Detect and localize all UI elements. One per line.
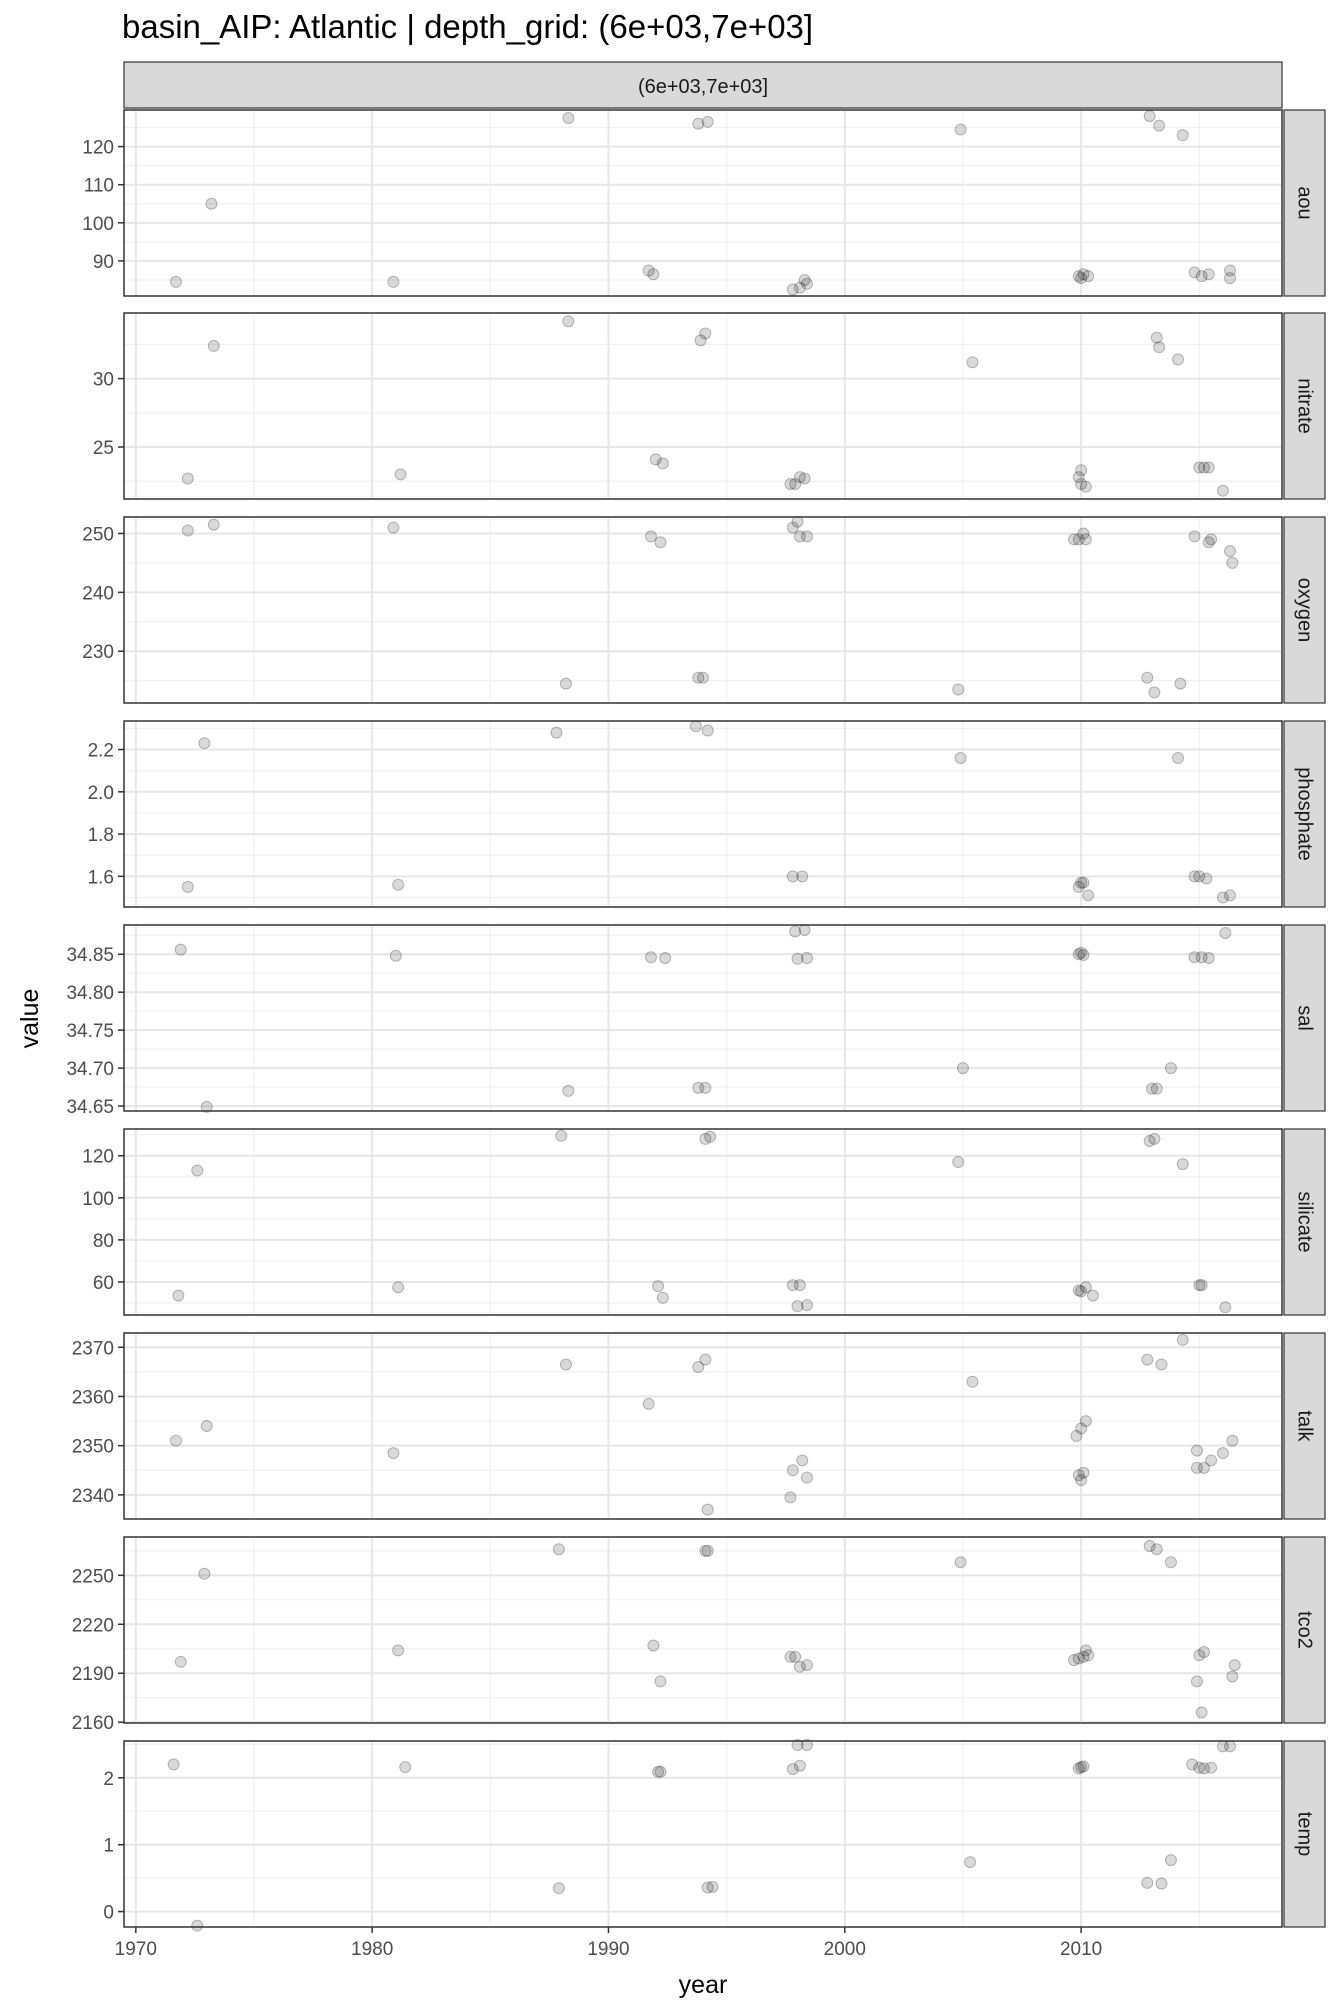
data-point bbox=[702, 116, 713, 127]
data-point bbox=[653, 1281, 664, 1292]
data-point bbox=[794, 1760, 805, 1771]
data-point bbox=[388, 1448, 399, 1459]
data-point bbox=[1206, 1762, 1217, 1773]
panel-nitrate-y-tick-label: 30 bbox=[92, 369, 114, 391]
panel-nitrate-y-tick-label: 25 bbox=[92, 438, 114, 460]
x-tick-label: 2010 bbox=[1059, 1939, 1103, 1960]
data-point bbox=[1080, 481, 1091, 492]
data-point bbox=[1177, 1334, 1188, 1345]
panel-silicate-background bbox=[124, 1129, 1282, 1315]
data-point bbox=[792, 516, 803, 527]
data-point bbox=[551, 727, 562, 738]
data-point bbox=[646, 952, 657, 963]
data-point bbox=[1083, 271, 1094, 282]
data-point bbox=[199, 738, 210, 749]
data-point bbox=[702, 1545, 713, 1556]
data-point bbox=[1151, 1083, 1162, 1094]
data-point bbox=[1076, 465, 1087, 476]
data-point bbox=[801, 1660, 812, 1671]
data-point bbox=[1080, 1416, 1091, 1427]
data-point bbox=[700, 1082, 711, 1093]
data-point bbox=[400, 1762, 411, 1773]
facet-strip-tco2-label: tco2 bbox=[1293, 1611, 1316, 1649]
data-point bbox=[955, 124, 966, 135]
data-point bbox=[192, 1165, 203, 1176]
data-point bbox=[657, 1292, 668, 1303]
data-point bbox=[388, 276, 399, 287]
data-point bbox=[1220, 927, 1231, 938]
data-point bbox=[957, 1063, 968, 1074]
panel-temp-y-tick-label: 1 bbox=[103, 1835, 114, 1857]
data-point bbox=[393, 879, 404, 890]
panel-silicate-y-tick-label: 120 bbox=[82, 1146, 114, 1168]
data-point bbox=[1142, 1877, 1153, 1888]
data-point bbox=[700, 328, 711, 339]
data-point bbox=[1175, 678, 1186, 689]
data-point bbox=[201, 1421, 212, 1432]
data-point bbox=[700, 1354, 711, 1365]
data-point bbox=[1078, 877, 1089, 888]
panel-aou-y-tick-label: 100 bbox=[82, 213, 114, 235]
panel-silicate-y-tick-label: 80 bbox=[92, 1230, 114, 1252]
data-point bbox=[799, 473, 810, 484]
data-point bbox=[563, 113, 574, 124]
data-point bbox=[790, 1651, 801, 1662]
panel-phosphate-y-tick-label: 2.2 bbox=[87, 740, 114, 762]
data-point bbox=[170, 1435, 181, 1446]
y-axis-title: value bbox=[16, 988, 44, 1049]
data-point bbox=[1154, 120, 1165, 131]
data-point bbox=[1203, 953, 1214, 964]
data-point bbox=[785, 1492, 796, 1503]
facet-strip-phosphate-label: phosphate bbox=[1293, 767, 1316, 861]
panel-tco2-y-tick-label: 2220 bbox=[71, 1615, 114, 1637]
data-point bbox=[1142, 1354, 1153, 1365]
data-point bbox=[208, 519, 219, 530]
data-point bbox=[1078, 1467, 1089, 1478]
data-point bbox=[393, 1645, 404, 1656]
data-point bbox=[1165, 1557, 1176, 1568]
panel-silicate-y-tick-label: 100 bbox=[82, 1188, 114, 1210]
data-point bbox=[1165, 1063, 1176, 1074]
data-point bbox=[1227, 1671, 1238, 1682]
data-point bbox=[192, 1920, 203, 1931]
x-tick-label: 1970 bbox=[114, 1939, 157, 1960]
data-point bbox=[955, 752, 966, 763]
facet-strip-aou-label: aou bbox=[1293, 186, 1316, 220]
data-point bbox=[1203, 462, 1214, 473]
data-point bbox=[1225, 1741, 1236, 1752]
facet-strip-talk-label: talk bbox=[1293, 1410, 1316, 1442]
facet-strip-nitrate-label: nitrate bbox=[1293, 378, 1316, 434]
data-point bbox=[1229, 1660, 1240, 1671]
data-point bbox=[1189, 531, 1200, 542]
panel-oxygen-y-tick-label: 230 bbox=[82, 642, 114, 664]
data-point bbox=[182, 525, 193, 536]
data-point bbox=[1151, 1544, 1162, 1555]
panel-sal-y-tick-label: 34.80 bbox=[66, 983, 114, 1005]
panel-sal-y-tick-label: 34.85 bbox=[66, 945, 114, 967]
data-point bbox=[648, 269, 659, 280]
data-point bbox=[175, 944, 186, 955]
facet-strip-top-label: (6e+03,7e+03] bbox=[637, 76, 769, 98]
panel-oxygen-y-tick-label: 250 bbox=[82, 524, 114, 546]
data-point bbox=[1217, 1448, 1228, 1459]
data-point bbox=[208, 340, 219, 351]
data-point bbox=[1206, 1455, 1217, 1466]
data-point bbox=[801, 953, 812, 964]
data-point bbox=[1149, 687, 1160, 698]
data-point bbox=[797, 1455, 808, 1466]
x-tick-label: 2000 bbox=[823, 1939, 866, 1960]
x-tick-label: 1990 bbox=[587, 1939, 630, 1960]
panel-silicate-y-tick-label: 60 bbox=[92, 1272, 114, 1294]
data-point bbox=[1196, 1280, 1207, 1291]
data-point bbox=[556, 1130, 567, 1141]
data-point bbox=[560, 1359, 571, 1370]
data-point bbox=[206, 198, 217, 209]
facet-strip-sal-label: sal bbox=[1293, 1005, 1316, 1031]
panel-sal-y-tick-label: 34.65 bbox=[66, 1097, 114, 1119]
data-point bbox=[199, 1568, 210, 1579]
data-point bbox=[1220, 1302, 1231, 1313]
data-point bbox=[1191, 1676, 1202, 1687]
data-point bbox=[563, 1085, 574, 1096]
data-point bbox=[707, 1881, 718, 1892]
data-point bbox=[797, 871, 808, 882]
data-point bbox=[655, 537, 666, 548]
data-point bbox=[1203, 269, 1214, 280]
data-point bbox=[1083, 890, 1094, 901]
data-point bbox=[1144, 111, 1155, 122]
data-point bbox=[1173, 752, 1184, 763]
data-point bbox=[1142, 672, 1153, 683]
data-point bbox=[801, 1300, 812, 1311]
data-point bbox=[955, 1557, 966, 1568]
panel-tco2-y-tick-label: 2250 bbox=[71, 1566, 114, 1588]
panel-talk-y-tick-label: 2360 bbox=[71, 1387, 114, 1409]
data-point bbox=[648, 1640, 659, 1651]
data-point bbox=[1225, 890, 1236, 901]
data-point bbox=[170, 276, 181, 287]
panel-talk-y-tick-label: 2350 bbox=[71, 1436, 114, 1458]
facet-strip-oxygen-label: oxygen bbox=[1293, 577, 1316, 643]
data-point bbox=[1149, 1133, 1160, 1144]
data-point bbox=[1227, 1435, 1238, 1446]
data-point bbox=[698, 672, 709, 683]
data-point bbox=[801, 531, 812, 542]
data-point bbox=[965, 1857, 976, 1868]
data-point bbox=[1078, 1761, 1089, 1772]
data-point bbox=[175, 1656, 186, 1667]
panel-aou-y-tick-label: 90 bbox=[92, 251, 114, 273]
data-point bbox=[967, 1376, 978, 1387]
data-point bbox=[168, 1759, 179, 1770]
panel-aou-y-tick-label: 110 bbox=[83, 175, 114, 197]
data-point bbox=[1078, 949, 1089, 960]
data-point bbox=[1087, 1290, 1098, 1301]
data-point bbox=[799, 924, 810, 935]
data-point bbox=[1217, 485, 1228, 496]
data-point bbox=[395, 469, 406, 480]
panel-tco2-background bbox=[124, 1537, 1282, 1723]
data-point bbox=[1156, 1359, 1167, 1370]
data-point bbox=[1177, 1159, 1188, 1170]
data-point bbox=[953, 1157, 964, 1168]
panel-talk-y-tick-label: 2340 bbox=[71, 1485, 114, 1507]
data-point bbox=[173, 1290, 184, 1301]
data-point bbox=[794, 1280, 805, 1291]
panel-temp-y-tick-label: 2 bbox=[103, 1768, 114, 1790]
data-point bbox=[657, 458, 668, 469]
data-point bbox=[660, 953, 671, 964]
data-point bbox=[801, 1472, 812, 1483]
panel-phosphate-y-tick-label: 1.8 bbox=[87, 825, 114, 847]
data-point bbox=[393, 1282, 404, 1293]
data-point bbox=[1201, 873, 1212, 884]
panel-sal-y-tick-label: 34.75 bbox=[66, 1021, 114, 1043]
panel-oxygen-y-tick-label: 240 bbox=[82, 583, 114, 605]
data-point bbox=[553, 1883, 564, 1894]
data-point bbox=[1191, 1445, 1202, 1456]
data-point bbox=[390, 950, 401, 961]
data-point bbox=[553, 1544, 564, 1555]
panel-aou-y-tick-label: 120 bbox=[82, 137, 114, 159]
data-point bbox=[1227, 557, 1238, 568]
facet-strip-silicate-label: silicate bbox=[1293, 1191, 1316, 1253]
data-point bbox=[1177, 130, 1188, 141]
data-point bbox=[705, 1131, 716, 1142]
data-point bbox=[953, 684, 964, 695]
data-point bbox=[1154, 342, 1165, 353]
data-point bbox=[1083, 1650, 1094, 1661]
data-point bbox=[563, 316, 574, 327]
panel-aou-background bbox=[124, 110, 1282, 296]
data-point bbox=[182, 881, 193, 892]
data-point bbox=[1156, 1878, 1167, 1889]
panel-sal-y-tick-label: 34.70 bbox=[66, 1059, 114, 1081]
data-point bbox=[801, 278, 812, 289]
panel-tco2-y-tick-label: 2190 bbox=[71, 1664, 114, 1686]
data-point bbox=[655, 1676, 666, 1687]
data-point bbox=[560, 678, 571, 689]
facet-strip-temp-label: temp bbox=[1293, 1811, 1316, 1857]
data-point bbox=[1199, 1647, 1210, 1658]
chart-title: basin_AIP: Atlantic | depth_grid: (6e+03,7e+03] bbox=[122, 8, 814, 45]
panel-tco2-y-tick-label: 2160 bbox=[71, 1713, 114, 1735]
data-point bbox=[1225, 273, 1236, 284]
data-point bbox=[1173, 354, 1184, 365]
data-point bbox=[702, 1504, 713, 1515]
data-point bbox=[388, 522, 399, 533]
data-point bbox=[655, 1766, 666, 1777]
data-point bbox=[967, 357, 978, 368]
panel-phosphate-y-tick-label: 1.6 bbox=[87, 867, 114, 889]
x-tick-label: 1980 bbox=[351, 1939, 394, 1960]
panel-temp-background bbox=[124, 1741, 1282, 1927]
data-point bbox=[643, 1398, 654, 1409]
panel-phosphate-y-tick-label: 2.0 bbox=[87, 782, 114, 804]
data-point bbox=[182, 473, 193, 484]
data-point bbox=[787, 1465, 798, 1476]
panel-talk-y-tick-label: 2370 bbox=[71, 1338, 114, 1360]
data-point bbox=[1206, 534, 1217, 545]
data-point bbox=[1225, 546, 1236, 557]
data-point bbox=[702, 725, 713, 736]
data-point bbox=[1196, 1707, 1207, 1718]
data-point bbox=[1080, 534, 1091, 545]
x-axis-title: year bbox=[678, 1971, 728, 1999]
data-point bbox=[690, 721, 701, 732]
data-point bbox=[1165, 1855, 1176, 1866]
panel-temp-y-tick-label: 0 bbox=[103, 1902, 114, 1924]
